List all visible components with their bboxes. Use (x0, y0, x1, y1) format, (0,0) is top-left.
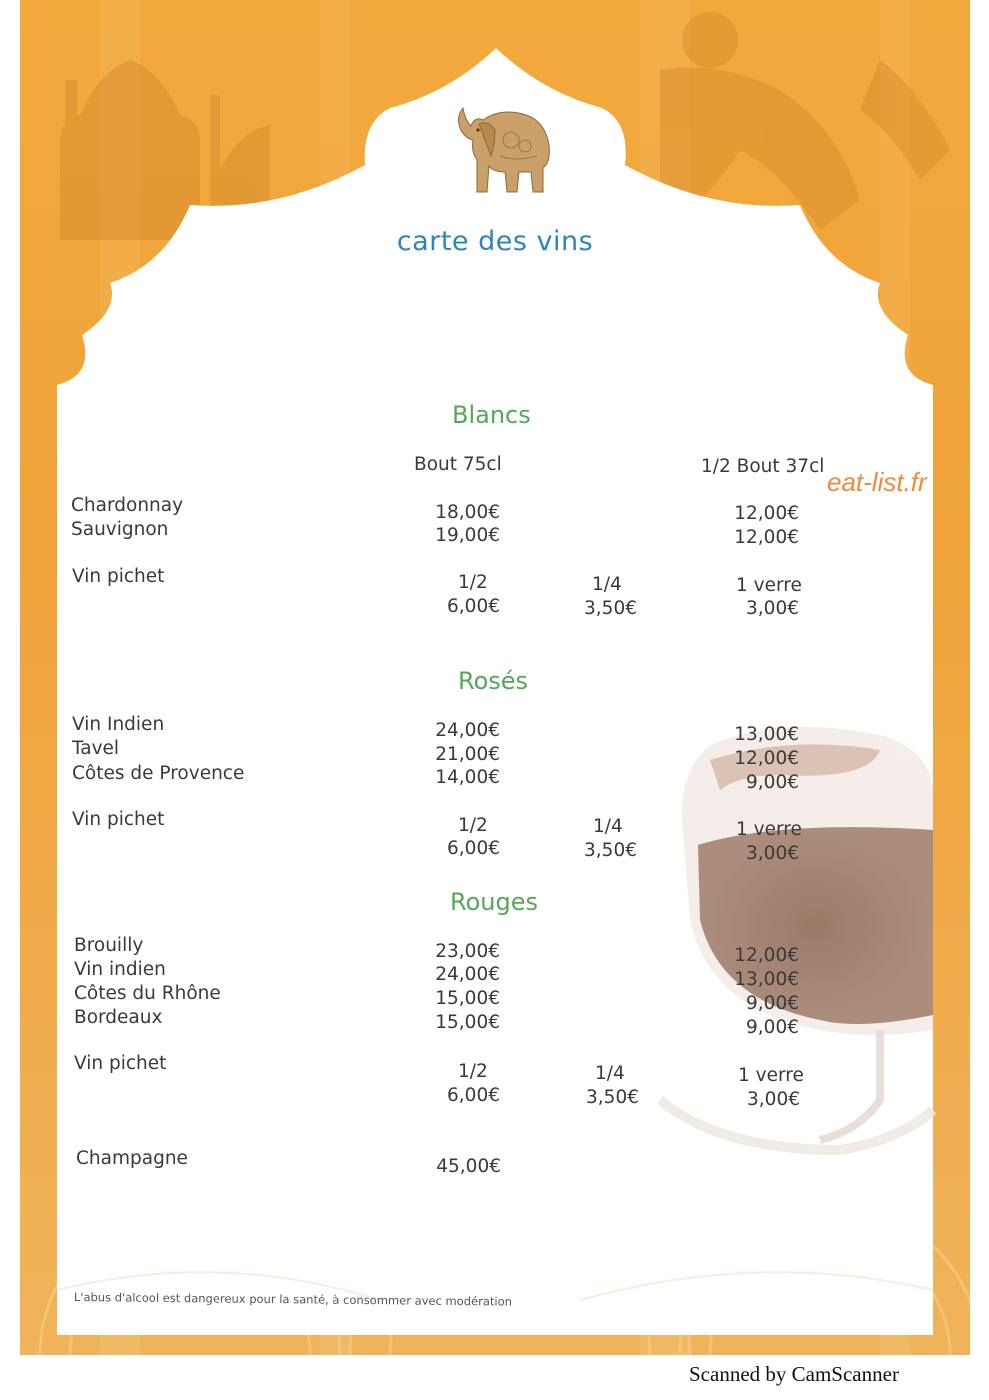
bottle-price: 18,00€ (435, 502, 500, 523)
bottle-price: 15,00€ (435, 988, 500, 1009)
pichet-quarter-price: 3,50€ (584, 598, 637, 619)
pichet-quarter-price: 3,50€ (584, 840, 637, 861)
bottle-price: 14,00€ (435, 767, 500, 788)
half-bottle-price: 12,00€ (734, 945, 799, 966)
pichet-label: Vin pichet (74, 1053, 167, 1074)
watermark: eat-list.fr (827, 467, 927, 497)
pichet-glass-label: 1 verre (736, 819, 802, 840)
wine-name: Côtes de Provence (72, 763, 245, 784)
wine-name-champagne: Champagne (76, 1148, 188, 1169)
bottle-price: 15,00€ (435, 1012, 500, 1033)
pichet-glass-price: 3,00€ (746, 598, 799, 619)
pichet-glass-label: 1 verre (736, 575, 802, 596)
column-header-half-bottle: 1/2 Bout 37cl (701, 456, 825, 477)
bottle-price: 45,00€ (436, 1156, 501, 1177)
wine-name: Chardonnay (71, 495, 184, 516)
half-bottle-price: 9,00€ (746, 1017, 799, 1038)
section-heading-roses: Rosés (458, 667, 529, 695)
pichet-glass-price: 3,00€ (747, 1089, 800, 1110)
wine-name: Vin Indien (72, 714, 165, 735)
wine-name: Vin indien (74, 959, 166, 980)
pichet-quarter-price: 3,50€ (586, 1087, 639, 1108)
scanner-footer: Scanned by CamScanner (689, 1362, 899, 1386)
pichet-half-label: 1/2 (458, 1061, 488, 1082)
alcohol-disclaimer: L'abus d'alcool est dangereux pour la santé, à consommer avec modération (73, 1290, 513, 1309)
pichet-quarter-label: 1/4 (592, 574, 622, 595)
menu-title: carte des vins (396, 226, 594, 257)
wine-name: Tavel (72, 738, 120, 759)
bottle-price: 24,00€ (435, 964, 500, 985)
pichet-glass-price: 3,00€ (746, 843, 799, 864)
half-bottle-price: 13,00€ (734, 724, 799, 745)
bottle-price: 24,00€ (435, 720, 500, 741)
column-header-bottle: Bout 75cl (414, 454, 502, 475)
half-bottle-price: 12,00€ (734, 503, 799, 524)
half-bottle-price: 9,00€ (746, 993, 799, 1014)
pichet-half-label: 1/2 (458, 572, 488, 593)
wine-name: Sauvignon (71, 519, 169, 540)
section-heading-rouges: Rouges (450, 888, 538, 916)
wine-name: Brouilly (74, 935, 144, 956)
half-bottle-price: 12,00€ (734, 748, 799, 769)
pichet-glass-label: 1 verre (738, 1065, 804, 1086)
bottle-price: 19,00€ (435, 525, 500, 546)
half-bottle-price: 13,00€ (734, 969, 799, 990)
pichet-label: Vin pichet (72, 809, 165, 830)
half-bottle-price: 12,00€ (734, 527, 799, 548)
scanned-menu-page (20, 0, 970, 1355)
pichet-half-price: 6,00€ (447, 596, 500, 617)
pichet-label: Vin pichet (72, 566, 165, 587)
wine-name: Côtes du Rhône (74, 983, 221, 1004)
half-bottle-price: 9,00€ (746, 772, 799, 793)
bottle-price: 23,00€ (435, 941, 500, 962)
pichet-quarter-label: 1/4 (595, 1063, 625, 1084)
elephant-icon (445, 100, 555, 200)
bottle-price: 21,00€ (435, 744, 500, 765)
pichet-half-price: 6,00€ (447, 838, 500, 859)
pichet-half-label: 1/2 (458, 815, 488, 836)
section-heading-blancs: Blancs (452, 401, 531, 429)
pichet-quarter-label: 1/4 (593, 816, 623, 837)
wine-name: Bordeaux (74, 1007, 163, 1028)
pichet-half-price: 6,00€ (447, 1085, 500, 1106)
